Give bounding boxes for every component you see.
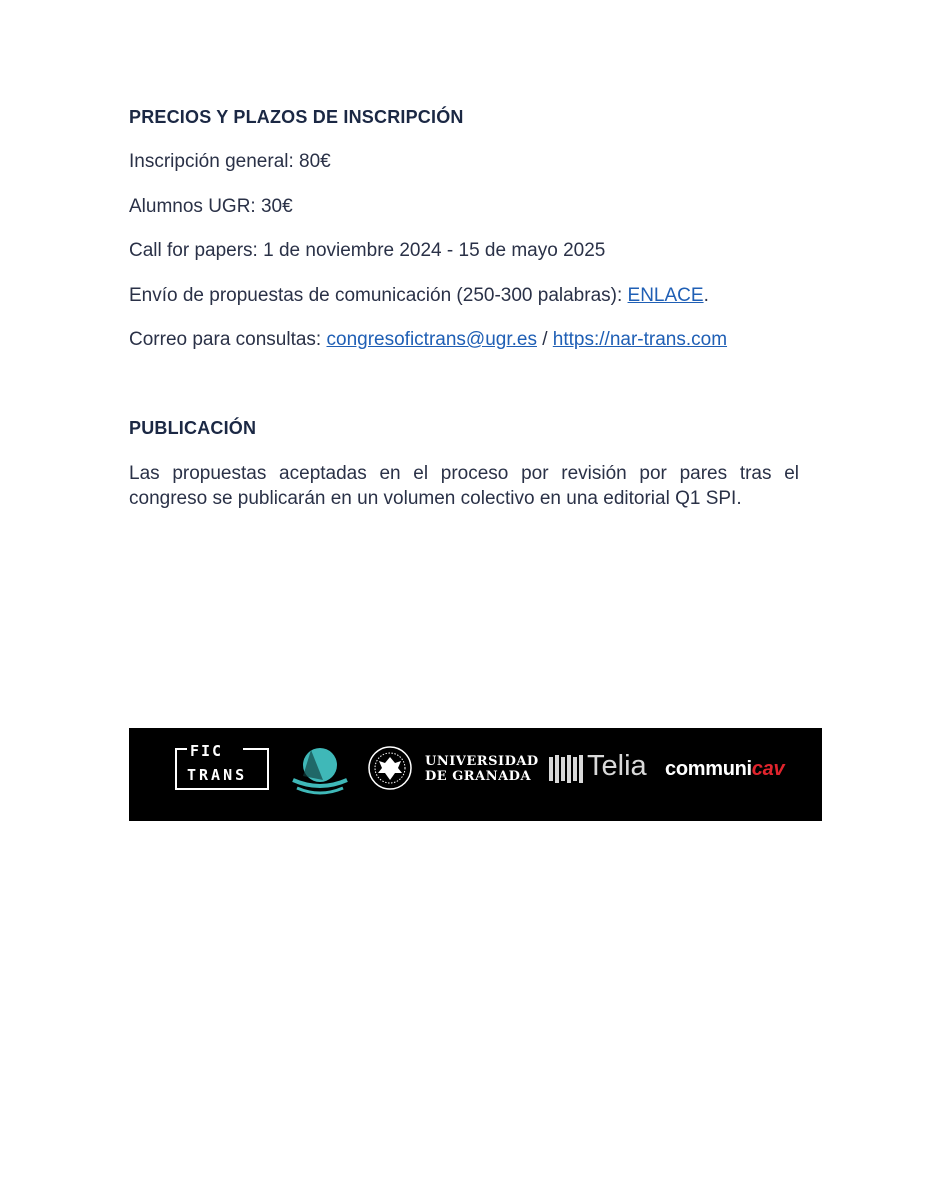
submission-text: Envío de propuestas de comunicación (250-300 palabras):: [129, 285, 628, 306]
teal-globe-logo: [289, 746, 351, 796]
sponsor-banner: [129, 728, 822, 821]
call-for-papers: Call for papers: 1 de noviembre 2024 - 15 de mayo 2025: [129, 240, 606, 261]
fictrans-logo-line1: FIC: [190, 742, 224, 760]
contact-email-link[interactable]: congresofictrans@ugr.es: [326, 329, 537, 350]
communicav-wordmark: [665, 758, 784, 781]
submission-period: .: [703, 285, 709, 306]
telia-bars-icon: [549, 755, 583, 783]
section-title-prices: PRECIOS Y PLAZOS DE INSCRIPCIÓN: [129, 107, 464, 127]
section-title-publication: PUBLICACIÓN: [129, 418, 257, 438]
ugr-wordmark: [425, 754, 539, 784]
submission-link[interactable]: ENLACE: [627, 285, 704, 306]
publication-paragraph: Las propuestas aceptadas en el proceso por revisión por pares tras el congreso se publicarán en un volumen colectivo en una editorial Q1 SPI.: [129, 463, 799, 509]
website-link[interactable]: https://nar-trans.com: [552, 329, 728, 350]
fictrans-logo-line2: TRANS: [187, 766, 248, 784]
contact-line: [129, 329, 727, 351]
general-registration: Inscripción general: 80€: [129, 151, 331, 172]
ugr-seal-icon: [367, 745, 413, 791]
ugr-students: Alumnos UGR: 30€: [129, 196, 293, 217]
submission-line: [129, 285, 709, 307]
contact-text: Correo para consultas:: [129, 329, 327, 350]
telia-wordmark: Telia: [587, 750, 647, 782]
communicav-accent: cav: [751, 758, 785, 780]
ugr-wordmark-line1: UNIVERSIDAD: [425, 754, 539, 769]
fictrans-logo: [175, 742, 269, 790]
communicav-main: communi: [665, 758, 752, 780]
contact-separator: /: [536, 329, 553, 350]
ugr-wordmark-line2: DE GRANADA: [425, 769, 532, 784]
